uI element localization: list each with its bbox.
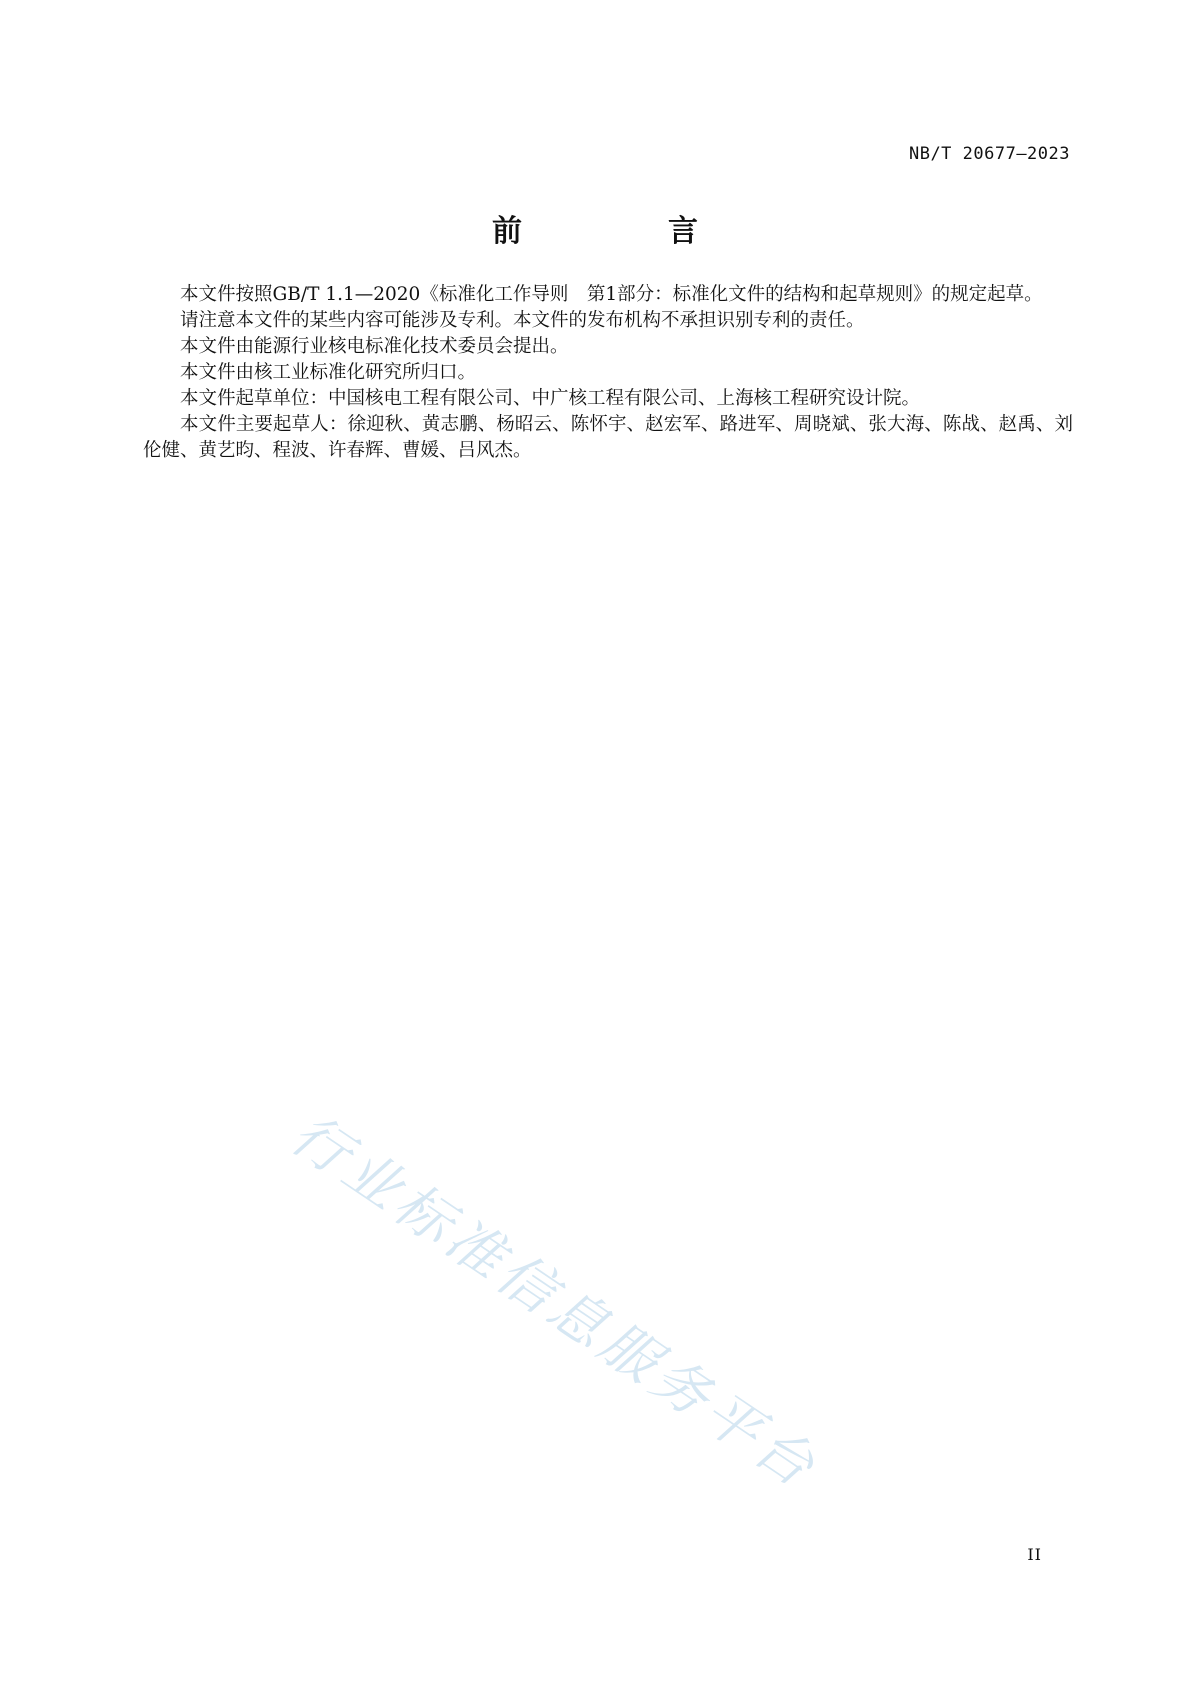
page-title: 前 言 <box>492 214 756 249</box>
paragraph-drafting-units: 本文件起草单位：中国核电工程有限公司、中广核工程有限公司、上海核工程研究设计院。 <box>180 388 921 409</box>
paragraph-patent-notice: 请注意本文件的某些内容可能涉及专利。本文件的发布机构不承担识别专利的责任。 <box>180 310 865 331</box>
standard-code: NB/T 20677—2023 <box>908 144 1070 164</box>
paragraph-drafting-rules: 本文件按照GB/T 1.1—2020《标准化工作导则 第1部分：标准化文件的结构和起草规则》的规定起草。 <box>180 284 1043 305</box>
paragraph-proposer: 本文件由能源行业核电标准化技术委员会提出。 <box>180 336 569 357</box>
watermark: 行业标准信息服务平台 <box>279 1101 830 1503</box>
paragraph-centralized-unit: 本文件由核工业标准化研究所归口。 <box>180 362 477 383</box>
foreword-body <box>143 282 1073 464</box>
page-number: II <box>1027 1545 1042 1564</box>
paragraph-drafters: 本文件主要起草人：徐迎秋、黄志鹏、杨昭云、陈怀宇、赵宏军、路进军、周晓斌、张大海、陈战、赵禹、刘伦健、黄艺昀、程波、许春辉、曹媛、吕风杰。 <box>143 414 1073 461</box>
